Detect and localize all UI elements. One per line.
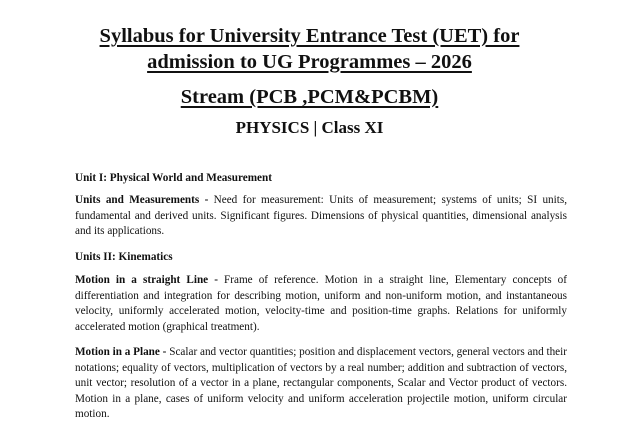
subject-subtitle: PHYSICS | Class XI (235, 118, 384, 137)
topic-name: Motion in a Plane - (75, 346, 170, 358)
title-line-2: admission to UG Programmes – 2026 (147, 51, 472, 73)
title-line-3: Stream (PCB ,PCM&PCBM) (180, 86, 439, 108)
topic-text: Need for measurement: Units of measurement; systems of units; SI units, fundamental and derived units. Significant figures. Dimensions of physical quantities, dimensional analysis and its applications. (75, 194, 567, 238)
unit-heading: Units II: Kinematics (75, 251, 173, 263)
topic-paragraph (75, 273, 567, 335)
title-line-1: Syllabus for University Entrance Test (UET) for (99, 25, 520, 47)
topic-block (75, 273, 567, 335)
title-line-1-wrap (0, 24, 619, 48)
topic-paragraph (75, 193, 567, 240)
topic-text: Scalar and vector quantities; position and displacement vectors, general vectors and their notations; equality of vectors, multiplication of vectors by a real number; addition and subtraction of vectors, unit vector; resolution of a vector in a plane, rectangular components, Scalar and Vector product of vectors. Motion in a plane, cases of uniform velocity and uniform acceleration projectile motion, uniform circular motion. (75, 346, 567, 421)
topic-name: Units and Measurements - (75, 194, 214, 206)
title-line-3-wrap (0, 85, 619, 109)
topic-text: Frame of reference. Motion in a straight line, Elementary concepts of differentiation and integration for describing motion, uniform and non-uniform motion, and instantaneous velocity, uniformly accelerated motion, velocity-time and position-time graphs. Relations for uniformly accelerated motion (graphical treatment). (75, 274, 568, 333)
topic-name: Motion in a straight Line - (75, 274, 225, 286)
topic-block (75, 193, 567, 240)
topic-paragraph (75, 345, 567, 423)
title-line-2-wrap (0, 50, 619, 74)
unit-heading: Unit I: Physical World and Measurement (75, 172, 272, 184)
topic-block (75, 345, 567, 423)
